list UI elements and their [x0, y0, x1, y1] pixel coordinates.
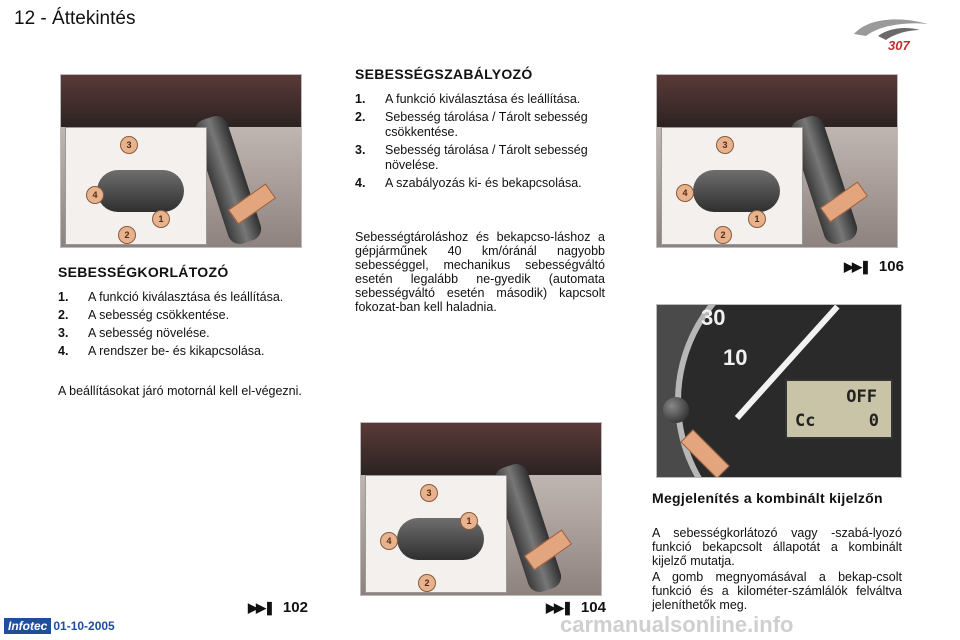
label-2: 2: [714, 226, 732, 244]
label-4: 4: [676, 184, 694, 202]
speed-mark-30: 30: [701, 305, 726, 330]
pageref-102[interactable]: ▶▶❚ 102: [248, 599, 308, 616]
list-item: 3. A sebesség növelése.: [58, 326, 210, 340]
stalk-lever: [97, 170, 184, 212]
cruise-control-photo-right: [656, 74, 898, 248]
cruise-control-note: Sebességtároláshoz és bekapcso-láshoz a gépjárműnek 40 km/óránál nagyobb sebességgel, mechanikus sebességváltó esetén legalább ne-gyedik (automata sebességváltó esetén második) kapcsolt fokozat-ban kell haladnia.: [355, 230, 605, 314]
watermark: carmanualsonline.info: [560, 612, 794, 637]
label-4: 4: [380, 532, 398, 550]
label-1: 1: [748, 210, 766, 228]
footer-date: 01-10-2005: [53, 619, 115, 633]
stalk-inset: [365, 475, 507, 593]
display-text-1: A sebességkorlátozó vagy -szabá-lyozó funkció bekapcsolt állapotát a kombinált kijelző mutatja.: [652, 526, 902, 568]
speed-limiter-list: [58, 290, 308, 362]
cruise-control-title: SEBESSÉGSZABÁLYOZÓ: [355, 66, 533, 82]
list-item: 2. Sebesség tárolása / Tárolt sebesség csökkentése.: [355, 110, 588, 139]
label-1: 1: [152, 210, 170, 228]
label-3: 3: [120, 136, 138, 154]
infotec-logo: Infotec: [4, 618, 51, 634]
fast-forward-icon: ▶▶❚: [546, 599, 571, 615]
pageref-106[interactable]: ▶▶❚ 106: [844, 258, 904, 275]
speed-limiter-note: A beállításokat járó motornál kell el-végezni.: [58, 384, 302, 398]
list-item: 1. A funkció kiválasztása és leállítása.: [58, 290, 284, 304]
stalk-inset: [65, 127, 207, 245]
dashboard-area: [61, 75, 301, 127]
pageref-104[interactable]: ▶▶❚ 104: [546, 599, 606, 616]
lcd-status: OFF: [846, 387, 877, 407]
combined-display: [785, 379, 893, 439]
dashboard-area: [657, 75, 897, 127]
list-item: 1. A funkció kiválasztása és leállítása.: [355, 92, 581, 106]
speed-mark-10: 10: [723, 345, 748, 370]
brand-logo: [848, 14, 934, 54]
stalk-lever: [693, 170, 780, 212]
page-title: 12 - Áttekintés: [14, 8, 136, 29]
footer-brand: [4, 618, 115, 634]
cruise-control-list: [355, 92, 605, 194]
fast-forward-icon: ▶▶❚: [248, 599, 273, 615]
stalk-inset: [661, 127, 803, 245]
display-title: Megjelenítés a kombinált kijelzőn: [652, 490, 883, 506]
label-3: 3: [420, 484, 438, 502]
lcd-value: 0: [868, 411, 879, 431]
label-4: 4: [86, 186, 104, 204]
fast-forward-icon: ▶▶❚: [844, 258, 869, 274]
list-item: 2. A sebesség csökkentése.: [58, 308, 230, 322]
label-2: 2: [118, 226, 136, 244]
display-button[interactable]: [663, 397, 689, 423]
list-item: 3. Sebesség tárolása / Tárolt sebesség növelése.: [355, 143, 588, 172]
label-3: 3: [716, 136, 734, 154]
brand-model: 307: [888, 38, 910, 53]
speed-limiter-title: SEBESSÉGKORLÁTOZÓ: [58, 264, 229, 280]
dashboard-area: [361, 423, 601, 475]
cruise-control-photo: [360, 422, 602, 596]
label-2: 2: [418, 574, 436, 592]
list-item: 4. A rendszer be- és kikapcsolása.: [58, 344, 265, 358]
lcd-mode: Cc: [795, 411, 816, 431]
label-1: 1: [460, 512, 478, 530]
speed-limiter-photo: [60, 74, 302, 248]
display-text-2: A gomb megnyomásával a bekap-csolt funkció és a kilométer-számlálók felváltva jeleníthetők meg.: [652, 570, 902, 612]
instrument-cluster-photo: [656, 304, 902, 478]
list-item: 4. A szabályozás ki- és bekapcsolása.: [355, 176, 582, 190]
